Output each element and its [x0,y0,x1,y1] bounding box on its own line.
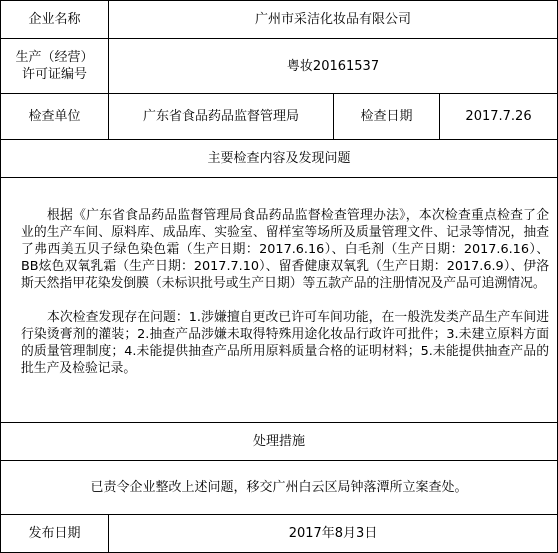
company-row [1,1,558,39]
findings-title: 主要检查内容及发现问题 [1,140,558,178]
license-label-line1: 生产（经营） [15,50,94,65]
inspection-unit-value: 广东省食品药品监督管理局 [109,94,334,140]
findings-header-row [1,140,558,178]
license-number-value: 粤妆20161537 [109,39,558,94]
license-number-label [1,39,109,94]
findings-body-row [1,178,558,423]
measures-content: 已责令企业整改上述问题，移交广州白云区局钟落潭所立案查处。 [1,461,558,515]
findings-paragraph-1: 根据《广东省食品药品监督管理局食品药品监督检查管理办法》，本次检查重点检查了企业的生产车间、原料库、成品库、实验室、留样室等场所及质量管理文件、记录等情况，抽查了弗西美五贝子绿色染色霜（生产日期：2017.6.16）、白毛剂（生产日期：2017.6.16）、BB炫色双氧乳霜（生产日期：2017.7.10）、留香健康双氧乳（生产日期：2017.6.9）、伊洛斯天然指甲花染发倒膜（未标识批号或生产日期）等五款产品的注册情况及产品可追溯情况。 [21,208,550,291]
findings-content [1,178,558,423]
license-label-line2: 许可证编号 [21,67,87,82]
company-name-value: 广州市采洁化妆品有限公司 [109,1,558,39]
company-name-label: 企业名称 [1,1,109,39]
inspection-date-value: 2017.7.26 [440,94,558,140]
findings-paragraph-2: 本次检查发现存在问题：1.涉嫌擅自更改已许可车间功能，在一般洗发类产品生产车间进行染烫膏剂的灌装；2.抽查产品涉嫌未取得特殊用途化妆品行政许可批件；3.未建立原料方面的质量管理制度；4.未能提供抽查产品所用原料质量合格的证明材料；5.未能提供抽查产品的批生产及检验记录。 [21,310,550,376]
publish-row [1,515,558,553]
inspection-unit-label: 检查单位 [1,94,109,140]
license-row [1,39,558,94]
measures-body-row [1,461,558,515]
measures-title: 处理措施 [1,423,558,461]
publish-date-label: 发布日期 [1,515,109,553]
inspection-row [1,94,558,140]
measures-header-row [1,423,558,461]
publish-date-value: 2017年8月3日 [109,515,558,553]
inspection-date-label: 检查日期 [334,94,440,140]
